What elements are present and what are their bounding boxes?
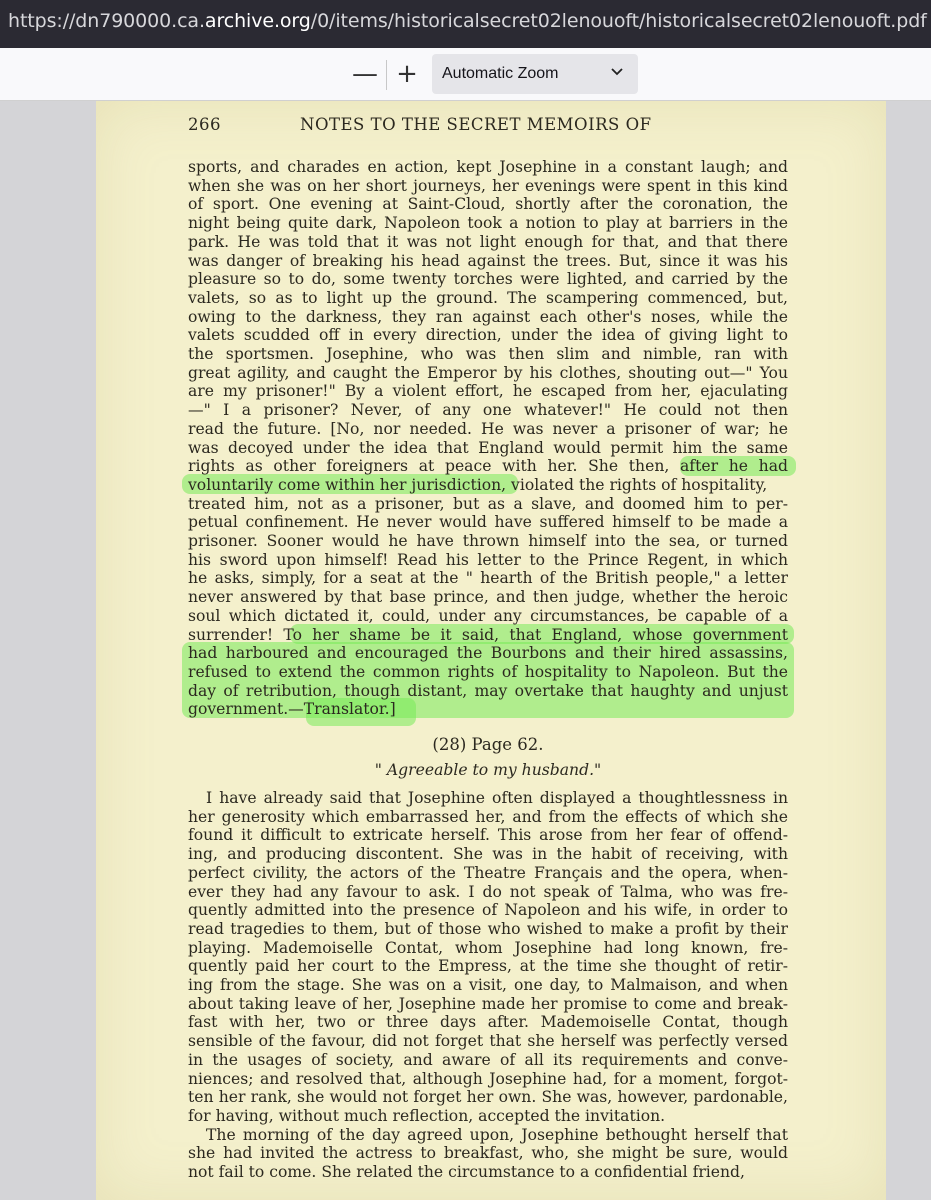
text-line: playing. Mademoiselle Contat, whom Josephine had long known, fre-: [188, 938, 788, 957]
text-line: are my prisoner!" By a violent effort, he escaped from her, ejaculating: [188, 382, 788, 401]
url-text[interactable]: https://dn790000.ca.archive.org/0/items/historicalsecret02lenouoft/historicalsecret02lenouoft.pdf: [8, 10, 927, 32]
zoom-out-button[interactable]: —: [352, 59, 378, 89]
text-line: in the usages of society, and aware of all its requirements and conve-: [188, 1050, 788, 1069]
text-line: soul which dictated it, could, under any circumstances, be capable of a: [188, 606, 788, 625]
text-line: sensible of the favour, did not forget that she herself was perfectly versed: [188, 1032, 788, 1051]
text-line: government.—Translator.]: [188, 700, 396, 719]
zoom-in-button[interactable]: +: [396, 59, 418, 89]
text-line: niences; and resolved that, although Josephine had, for a moment, forgot-: [188, 1069, 788, 1088]
text-line: had harboured and encouraged the Bourbons and their hired assassins,: [188, 644, 788, 663]
text-line: her generosity which embarrassed her, and from the effects of which she: [188, 807, 788, 826]
text-line: was danger of breaking his head against the trees. But, since it was his: [188, 251, 788, 270]
text-line: of sport. One evening at Saint-Cloud, shortly after the coronation, the: [188, 195, 788, 214]
chevron-down-icon: [610, 65, 624, 79]
text-line: valets scudded off in every direction, under the idea of giving light to: [188, 326, 788, 345]
text-line: valets, so as to light up the ground. The scampering commenced, but,: [188, 288, 788, 307]
text-line: rights as other foreigners at peace with her. She then, after he had: [188, 457, 788, 476]
page-header: [188, 115, 788, 137]
text-line: ing from the stage. She was on a visit, one day, to Malmaison, and when: [188, 976, 788, 994]
text-line: The morning of the day agreed upon, Josephine bethought herself that: [206, 1125, 788, 1144]
text-line: I have already said that Josephine often displayed a thoughtlessness in: [206, 789, 788, 807]
text-line: was decoyed under the idea that England would permit him the same: [188, 438, 788, 457]
text-line: for having, without much reflection, accepted the invitation.: [188, 1106, 666, 1125]
address-bar[interactable]: [0, 0, 931, 48]
text-line: never answered by that base prince, and then judge, whether the heroic: [188, 588, 788, 607]
note-heading: (28) Page 62.: [432, 735, 544, 754]
text-line: ever they had any favour to ask. I do not speak of Talma, who was fre-: [188, 882, 788, 901]
text-line: he asks, simply, for a seat at the " hearth of the British people," a letter: [188, 569, 788, 588]
text-line: sports, and charades en action, kept Josephine in a constant laugh; and: [188, 158, 788, 176]
zoom-select[interactable]: [432, 54, 638, 94]
text-line: when she was on her short journeys, her evenings were spent in this kind: [188, 176, 788, 195]
text-line: read the future. [No, nor needed. He was never a prisoner of war; he: [188, 419, 788, 438]
page-number: 266: [188, 115, 221, 134]
text-line: treated him, not as a prisoner, but as a slave, and doomed him to per-: [188, 494, 788, 513]
text-line: owing to the darkness, they ran against each other's noses, while the: [188, 307, 788, 326]
text-line: quently paid her court to the Empress, at the time she thought of retir-: [188, 957, 788, 976]
text-line: ten her rank, she would not forget her own. She was, however, pardonable,: [188, 1088, 788, 1107]
toolbar-divider: [386, 60, 387, 90]
text-line: —" I a prisoner? Never, of any one whatever!" He could not then: [188, 401, 788, 420]
running-title: NOTES TO THE SECRET MEMOIRS OF: [300, 115, 652, 134]
text-line: prisoner. Sooner would he have thrown himself into the sea, or turned: [188, 532, 788, 550]
note-quote: " Agreeable to my husband.": [374, 761, 602, 779]
text-line: great agility, and caught the Emperor by his clothes, shouting out—" You: [188, 363, 788, 382]
zoom-value: Automatic Zoom: [442, 65, 559, 82]
text-line: ing, and producing discontent. She was in the habit of receiving, with: [188, 845, 788, 864]
text-line: voluntarily come within her jurisdiction, violated the rights of hospitality,: [188, 475, 768, 494]
pdf-page: [96, 101, 886, 1200]
text-line: perfect civility, the actors of the Theatre Français and the opera, when-: [188, 863, 788, 882]
pdf-viewer[interactable]: [0, 101, 931, 1200]
text-line: surrender! To her shame be it said, that England, whose government: [188, 625, 788, 644]
text-line: about taking leave of her, Josephine made her promise to come and break-: [188, 994, 788, 1013]
text-line: day of retribution, though distant, may overtake that haughty and unjust: [188, 681, 788, 700]
text-line: read tragedies to them, but of those who wished to make a profit by their: [188, 919, 788, 938]
text-line: fast with her, two or three days after. Mademoiselle Contat, though: [188, 1013, 788, 1032]
text-line: she had invited the actress to breakfast, who, she might be sure, would: [188, 1144, 788, 1163]
text-line: found it difficult to extricate herself. This arose from her fear of offend-: [188, 826, 788, 845]
text-line: quently admitted into the presence of Napoleon and his wife, in order to: [188, 901, 788, 920]
text-line: petual confinement. He never would have suffered himself to be made a: [188, 513, 788, 532]
text-line: pleasure so to do, some twenty torches were lighted, and carried by the: [188, 270, 788, 289]
text-line: refused to extend the common rights of hospitality to Napoleon. But the: [188, 662, 788, 681]
text-line: the sportsmen. Josephine, who was then slim and nimble, ran with: [188, 345, 788, 363]
text-line: park. He was told that it was not light enough for that, and that there: [188, 232, 788, 251]
text-line: his sword upon himself! Read his letter to the Prince Regent, in which: [188, 550, 788, 569]
text-line: not fail to come. She related the circumstance to a confidential friend,: [188, 1163, 745, 1181]
text-line: night being quite dark, Napoleon took a notion to play at barriers in the: [188, 214, 788, 233]
